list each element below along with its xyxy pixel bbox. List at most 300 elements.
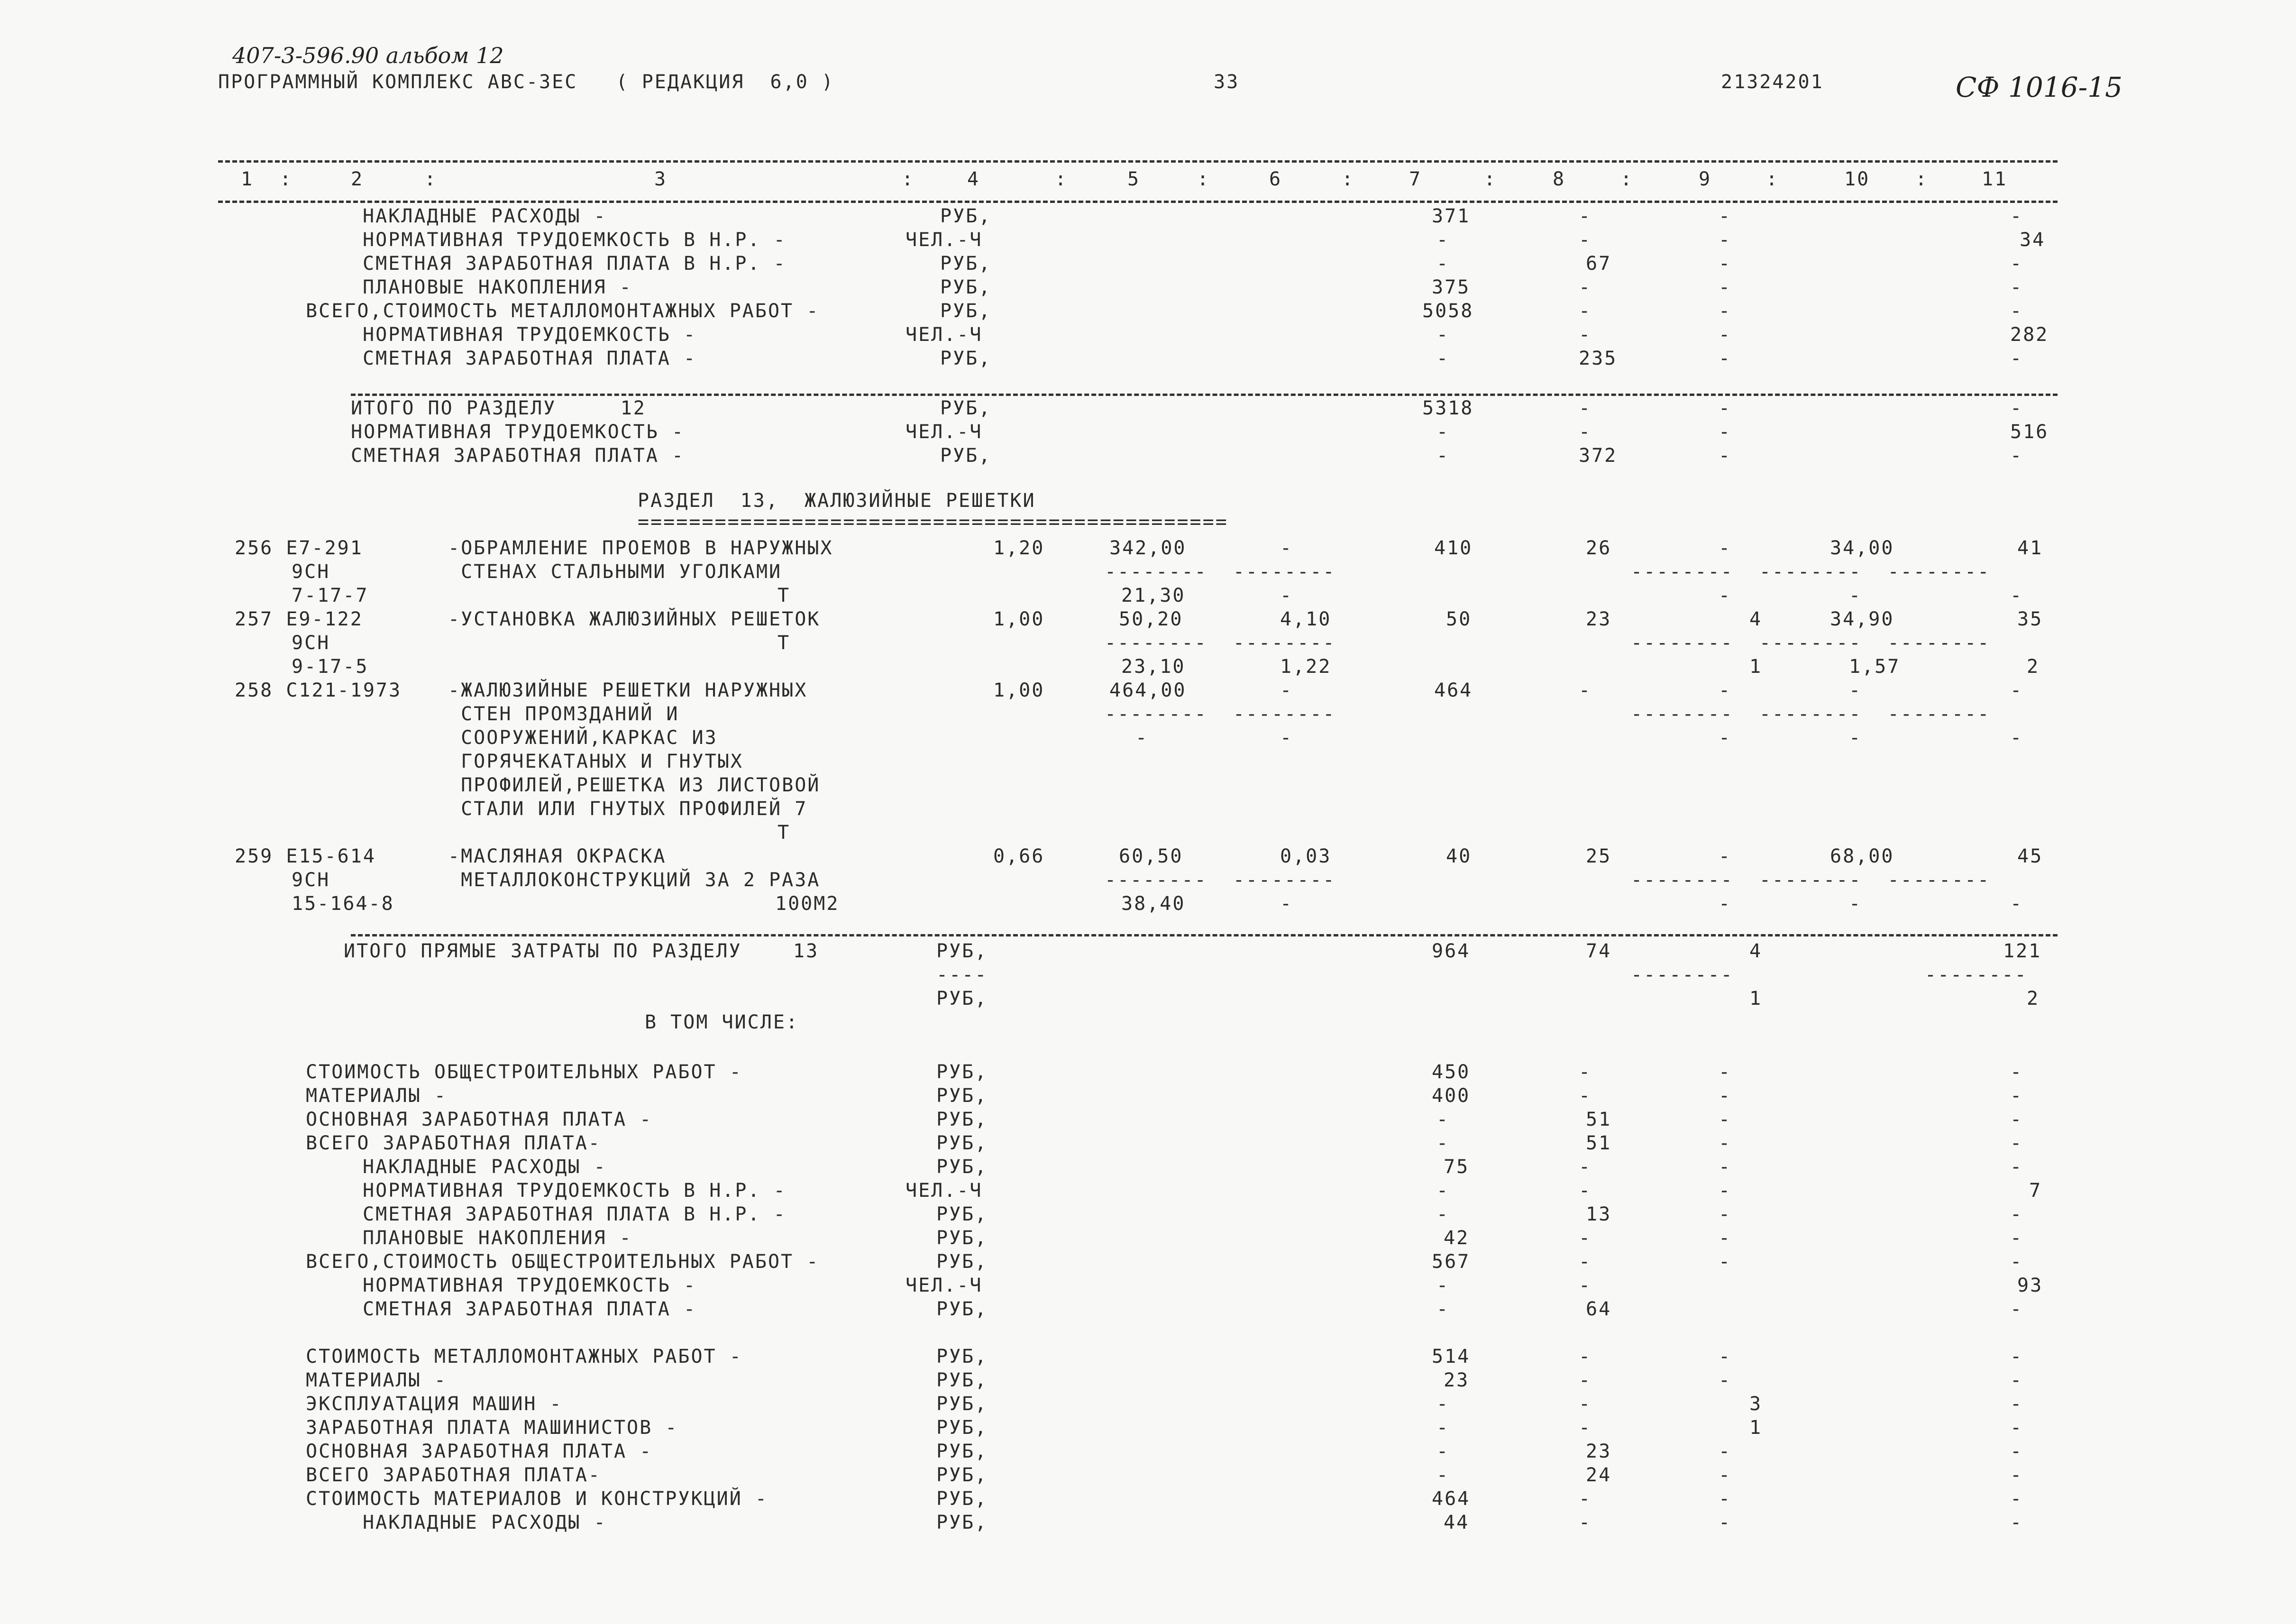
table-text: СТЕН ПРОМЗДАНИЙ И (448, 703, 679, 725)
table-text: 3 (1749, 1393, 1763, 1415)
table-text: 259 Е15-614 (235, 845, 376, 867)
table-text: - (1436, 1180, 1450, 1202)
table-text: - (1579, 1227, 1592, 1249)
table-text: СТОИМОСТЬ МАТЕРИАЛОВ И КОНСТРУКЦИЙ - (306, 1488, 768, 1510)
table-text: - (2010, 1417, 2023, 1439)
table-text: - (1719, 1132, 1732, 1154)
column-header-cell: 7 (1409, 168, 1422, 190)
table-text: - (1280, 727, 1293, 749)
table-text: 1,20 (993, 537, 1045, 559)
table-text: 567 (1432, 1251, 1471, 1273)
table-text: - (1719, 348, 1732, 369)
table-text: 15-164-8 (292, 893, 394, 915)
table-text: 51 (1586, 1109, 1612, 1130)
table-text: 256 Е7-291 (235, 537, 363, 559)
table-text: РУБ, (940, 445, 992, 467)
table-text: - (1579, 1512, 1592, 1533)
table-text: МЕТАЛЛОКОНСТРУКЦИЙ ЗА 2 РАЗА (448, 869, 821, 891)
column-header-cell: : (1484, 168, 1497, 190)
table-text: ЧЕЛ.-Ч (906, 229, 983, 251)
table-text: Т (778, 822, 791, 844)
table-text: РУБ, (936, 988, 988, 1009)
table-text: - (1280, 585, 1293, 606)
table-text: 464 (1434, 679, 1473, 701)
table-text: - (1719, 537, 1732, 559)
table-text: 23,10 (1121, 656, 1186, 678)
table-text: РУБ, (940, 205, 992, 227)
table-text: 41 (2017, 537, 2043, 559)
table-text: 410 (1434, 537, 1473, 559)
column-header-cell: : (424, 168, 438, 190)
table-text: СТОИМОСТЬ МЕТАЛЛОМОНТАЖНЫХ РАБОТ - (306, 1346, 742, 1367)
table-text: - (1719, 421, 1732, 443)
table-text: РУБ, (936, 940, 988, 962)
column-header-cell: 3 (654, 168, 668, 190)
table-text: - (1579, 1275, 1592, 1296)
table-text: - (1849, 679, 1862, 701)
column-header-cell: 5 (1127, 168, 1141, 190)
table-text: -------- -------- (1105, 561, 1336, 583)
column-header-cell: 10 (1844, 168, 1870, 190)
table-text: - (1280, 893, 1293, 915)
table-text: СМЕТНАЯ ЗАРАБОТНАЯ ПЛАТА В Н.Р. - (363, 1203, 787, 1225)
table-text: - (1719, 1227, 1732, 1249)
column-header-cell: : (902, 168, 915, 190)
table-text: - (1436, 1275, 1450, 1296)
table-text: 464,00 (1109, 679, 1187, 701)
table-text: - (1719, 1346, 1732, 1367)
table-text: 464 (1432, 1488, 1471, 1510)
table-text: НАКЛАДНЫЕ РАСХОДЫ - (363, 205, 607, 227)
table-text: 93 (2017, 1275, 2043, 1296)
table-text: НОРМАТИВНАЯ ТРУДОЕМКОСТЬ - (363, 1275, 697, 1296)
table-text: РУБ, (936, 1369, 988, 1391)
table-text: НАКЛАДНЫЕ РАСХОДЫ - (363, 1512, 607, 1533)
table-text: - (2010, 300, 2023, 322)
dashed-rule (351, 934, 2058, 936)
table-text: ПРОФИЛЕЙ,РЕШЕТКА ИЗ ЛИСТОВОЙ (448, 774, 821, 796)
table-text: - (1280, 537, 1293, 559)
table-text: НОРМАТИВНАЯ ТРУДОЕМКОСТЬ В Н.Р. - (363, 229, 787, 251)
table-text: - (1719, 1464, 1732, 1486)
table-text: 26 (1586, 537, 1612, 559)
table-text: 23 (1586, 1440, 1612, 1462)
table-text: - (2010, 1132, 2023, 1154)
table-text: - (1579, 1346, 1592, 1367)
page-number: 33 (1214, 71, 1240, 93)
table-text: - (1436, 1440, 1450, 1462)
table-text: 34,00 (1830, 537, 1894, 559)
table-text: РУБ, (936, 1440, 988, 1462)
column-header-cell: : (280, 168, 293, 190)
table-text: ВСЕГО ЗАРАБОТНАЯ ПЛАТА- (306, 1132, 601, 1154)
table-text: ЧЕЛ.-Ч (906, 1275, 983, 1296)
table-text: - (1579, 1061, 1592, 1083)
table-text: - (1719, 1512, 1732, 1533)
table-text: 1,22 (1280, 656, 1332, 678)
table-text: РУБ, (936, 1227, 988, 1249)
table-text: - (2010, 445, 2023, 467)
table-text: 1,00 (993, 679, 1045, 701)
table-text: 9СН (292, 869, 330, 891)
dashed-rule (351, 394, 2058, 396)
table-text: - (1579, 276, 1592, 298)
table-text: 257 Е9-122 (235, 608, 363, 630)
table-text: - (1849, 727, 1862, 749)
table-text: РУБ, (940, 348, 992, 369)
column-header-cell: 11 (1982, 168, 2008, 190)
table-text: - (1719, 893, 1732, 915)
table-text: ЧЕЛ.-Ч (906, 1180, 983, 1202)
table-text: -------- -------- -------- (1631, 703, 1991, 725)
table-text: 0,66 (993, 845, 1045, 867)
table-text: В ТОМ ЧИСЛЕ: (645, 1011, 799, 1033)
table-text: ЧЕЛ.-Ч (906, 324, 983, 346)
table-text: 0,03 (1280, 845, 1332, 867)
table-text: 964 (1432, 940, 1471, 962)
table-text: - (1436, 1464, 1450, 1486)
table-text: СМЕТНАЯ ЗАРАБОТНАЯ ПЛАТА - (363, 1298, 697, 1320)
column-header-cell: 2 (351, 168, 364, 190)
table-text: - (1579, 1369, 1592, 1391)
table-text: 44 (1444, 1512, 1470, 1533)
table-text: 67 (1586, 253, 1612, 275)
table-text: 1 (1749, 656, 1763, 678)
table-text: -------- -------- -------- (1631, 561, 1991, 583)
table-text: - (1719, 1085, 1732, 1107)
column-header-cell: 9 (1699, 168, 1712, 190)
table-text: - (1436, 253, 1450, 275)
table-text: - (1280, 679, 1293, 701)
table-text: 9-17-5 (292, 656, 369, 678)
table-text: - (1579, 1417, 1592, 1439)
table-text: ЧЕЛ.-Ч (906, 421, 983, 443)
table-text: СМЕТНАЯ ЗАРАБОТНАЯ ПЛАТА В Н.Р. - (363, 253, 787, 275)
table-text: - (1436, 421, 1450, 443)
table-text: - (2010, 205, 2023, 227)
table-text: - (1719, 1203, 1732, 1225)
table-text: 4 (1749, 940, 1763, 962)
table-text: 23 (1586, 608, 1612, 630)
table-text: - (1579, 1180, 1592, 1202)
table-text: РУБ, (936, 1109, 988, 1130)
column-header-cell: 6 (1269, 168, 1282, 190)
table-text: 5318 (1422, 397, 1474, 419)
table-text: РУБ, (936, 1298, 988, 1320)
table-text: 2 (2027, 988, 2040, 1009)
table-text: - (2010, 348, 2023, 369)
table-text: - (1436, 1203, 1450, 1225)
table-text: 4 (1749, 608, 1763, 630)
dashed-rule (218, 201, 2058, 203)
table-text: НОРМАТИВНАЯ ТРУДОЕМКОСТЬ В Н.Р. - (363, 1180, 787, 1202)
table-text: ОСНОВНАЯ ЗАРАБОТНАЯ ПЛАТА - (306, 1109, 653, 1130)
table-text: -------- -------- (1105, 703, 1336, 725)
table-text: РУБ, (936, 1488, 988, 1510)
table-text: ИТОГО ПРЯМЫЕ ЗАТРАТЫ ПО РАЗДЕЛУ 13 (344, 940, 819, 962)
table-text: РУБ, (936, 1512, 988, 1533)
table-text: 24 (1586, 1464, 1612, 1486)
table-text: - (1719, 324, 1732, 346)
table-text: 9СН (292, 561, 330, 583)
column-header-cell: : (1055, 168, 1068, 190)
table-text: РУБ, (940, 253, 992, 275)
table-text: - (1719, 1156, 1732, 1178)
table-text: - (1436, 229, 1450, 251)
table-text: - (1436, 324, 1450, 346)
column-header-cell: : (1766, 168, 1779, 190)
table-text: - (1719, 1440, 1732, 1462)
table-text: - (1579, 205, 1592, 227)
table-text: РУБ, (936, 1346, 988, 1367)
table-text: 23 (1444, 1369, 1470, 1391)
table-text: -------- (1631, 964, 1734, 986)
column-header-cell: : (1342, 168, 1355, 190)
table-text: РУБ, (936, 1393, 988, 1415)
table-text: 514 (1432, 1346, 1471, 1367)
table-text: - (1579, 1156, 1592, 1178)
table-text: - (2010, 1203, 2023, 1225)
table-text: Т (778, 632, 791, 654)
table-text: 40 (1446, 845, 1472, 867)
table-text: 1,00 (993, 608, 1045, 630)
table-text: - (2010, 1109, 2023, 1130)
table-text: 34,90 (1830, 608, 1894, 630)
table-text: РУБ, (940, 300, 992, 322)
column-header-cell: 4 (967, 168, 980, 190)
table-text: - (1719, 300, 1732, 322)
table-text: 21,30 (1121, 585, 1186, 606)
table-text: - (1719, 585, 1732, 606)
table-text: - (1719, 1488, 1732, 1510)
table-text: - (2010, 1393, 2023, 1415)
table-text: МАТЕРИАЛЫ - (306, 1369, 447, 1391)
table-text: 35 (2017, 608, 2043, 630)
table-text: ВСЕГО,СТОИМОСТЬ ОБЩЕСТРОИТЕЛЬНЫХ РАБОТ - (306, 1251, 820, 1273)
table-text: РУБ, (940, 276, 992, 298)
document-number: 21324201 (1721, 71, 1824, 93)
table-text: 25 (1586, 845, 1612, 867)
table-text: - (1719, 1369, 1732, 1391)
table-text: - (2010, 1156, 2023, 1178)
table-text: СТЕНАХ СТАЛЬНЫМИ УГОЛКАМИ (448, 561, 782, 583)
table-text: - (1719, 445, 1732, 467)
table-text: РУБ, (936, 1251, 988, 1273)
column-header-cell: : (1915, 168, 1929, 190)
table-text: - (1719, 229, 1732, 251)
table-text: - (2010, 679, 2023, 701)
table-text: - (1436, 1132, 1450, 1154)
table-text: РУБ, (936, 1417, 988, 1439)
table-text: 38,40 (1121, 893, 1186, 915)
table-text: НОРМАТИВНАЯ ТРУДОЕМКОСТЬ - (363, 324, 697, 346)
table-text: - (2010, 1251, 2023, 1273)
table-text: - (1719, 253, 1732, 275)
table-text: - (1436, 1298, 1450, 1320)
table-text: - (2010, 1298, 2023, 1320)
table-text: 1 (1749, 1417, 1763, 1439)
table-text: 400 (1432, 1085, 1471, 1107)
column-header-cell: 1 (241, 168, 254, 190)
table-text: 516 (2010, 421, 2049, 443)
table-text: - (1719, 1180, 1732, 1202)
table-text: РАЗДЕЛ 13, ЖАЛЮЗИЙНЫЕ РЕШЕТКИ (638, 490, 1036, 512)
column-header-cell: 8 (1553, 168, 1566, 190)
table-text: -------- -------- (1105, 869, 1336, 891)
table-text: - (2010, 1512, 2023, 1533)
table-text: 371 (1432, 205, 1471, 227)
table-text: 7-17-7 (292, 585, 369, 606)
table-text: - (1579, 324, 1592, 346)
table-text: 2 (2027, 656, 2040, 678)
table-text: - (1436, 1417, 1450, 1439)
table-text: -ЖАЛЮЗИЙНЫЕ РЕШЕТКИ НАРУЖНЫХ (448, 679, 808, 701)
table-text: - (1436, 445, 1450, 467)
column-header-cell: : (1197, 168, 1210, 190)
table-text: 375 (1432, 276, 1471, 298)
program-title: ПРОГРАММНЫЙ КОМПЛЕКС АВС-3ЕС ( РЕДАКЦИЯ 6,0 ) (218, 71, 834, 93)
table-text: 74 (1586, 940, 1612, 962)
table-text: 64 (1586, 1298, 1612, 1320)
table-text: - (2010, 1061, 2023, 1083)
table-text: 42 (1444, 1227, 1470, 1249)
table-text: -------- -------- -------- (1631, 869, 1991, 891)
column-header-cell: : (1620, 168, 1634, 190)
table-text: ЗАРАБОТНАЯ ПЛАТА МАШИНИСТОВ - (306, 1417, 678, 1439)
table-text: - (1579, 1393, 1592, 1415)
table-text: ---- (936, 964, 988, 986)
table-text: - (2010, 1085, 2023, 1107)
table-text: - (1436, 348, 1450, 369)
table-text: 45 (2017, 845, 2043, 867)
table-text: РУБ, (936, 1156, 988, 1178)
table-text: СООРУЖЕНИЙ,КАРКАС ИЗ (448, 727, 718, 749)
table-text: РУБ, (936, 1203, 988, 1225)
table-text: ВСЕГО,СТОИМОСТЬ МЕТАЛЛОМОНТАЖНЫХ РАБОТ - (306, 300, 820, 322)
table-text: - (2010, 1346, 2023, 1367)
table-text: - (2010, 585, 2023, 606)
table-text: - (1719, 1109, 1732, 1130)
table-text: СТОИМОСТЬ ОБЩЕСТРОИТЕЛЬНЫХ РАБОТ - (306, 1061, 742, 1083)
table-text: - (1579, 421, 1592, 443)
table-text: - (1719, 205, 1732, 227)
table-text: 5058 (1422, 300, 1474, 322)
table-text: ============================================== (638, 511, 1228, 533)
table-text: - (1579, 679, 1592, 701)
table-text: РУБ, (936, 1464, 988, 1486)
table-text: -ОБРАМЛЕНИЕ ПРОЕМОВ В НАРУЖНЫХ (448, 537, 833, 559)
table-text: -------- -------- (1105, 632, 1336, 654)
table-text: - (1849, 893, 1862, 915)
table-text: СТАЛИ ИЛИ ГНУТЫХ ПРОФИЛЕЙ 7 (448, 798, 808, 820)
table-text: 235 (1579, 348, 1618, 369)
table-text: - (2010, 1227, 2023, 1249)
table-text: - (1579, 300, 1592, 322)
table-text: 13 (1586, 1203, 1612, 1225)
table-text: - (2010, 893, 2023, 915)
table-text: - (1579, 1085, 1592, 1107)
table-text: - (1719, 845, 1732, 867)
table-text: - (1436, 1109, 1450, 1130)
table-text: - (2010, 276, 2023, 298)
table-text: 50 (1446, 608, 1472, 630)
table-text: - (1579, 397, 1592, 419)
table-text: - (2010, 1369, 2023, 1391)
table-text: 372 (1579, 445, 1618, 467)
table-text: 1,57 (1849, 656, 1901, 678)
table-text: 34 (2020, 229, 2046, 251)
table-text: - (2010, 253, 2023, 275)
table-text: 282 (2010, 324, 2049, 346)
table-text: - (2010, 1464, 2023, 1486)
table-text: -------- (1925, 964, 2028, 986)
table-text: 1 (1749, 988, 1763, 1009)
table-text: МАТЕРИАЛЫ - (306, 1085, 447, 1107)
table-text: РУБ, (936, 1085, 988, 1107)
table-text: - (2010, 397, 2023, 419)
table-text: ГОРЯЧЕКАТАНЫХ И ГНУТЫХ (448, 751, 743, 772)
table-text: -МАСЛЯНАЯ ОКРАСКА (448, 845, 667, 867)
table-text: РУБ, (940, 397, 992, 419)
dashed-rule (218, 160, 2058, 163)
table-text: 450 (1432, 1061, 1471, 1083)
table-text: 4,10 (1280, 608, 1332, 630)
table-text: 51 (1586, 1132, 1612, 1154)
table-text: ВСЕГО ЗАРАБОТНАЯ ПЛАТА- (306, 1464, 601, 1486)
table-text: - (1579, 1251, 1592, 1273)
table-text: - (1719, 1061, 1732, 1083)
table-text: 7 (2029, 1180, 2042, 1202)
table-text: -УСТАНОВКА ЖАЛЮЗИЙНЫХ РЕШЕТОК (448, 608, 821, 630)
table-text: - (1579, 1488, 1592, 1510)
table-text: -------- -------- -------- (1631, 632, 1991, 654)
table-text: - (2010, 1488, 2023, 1510)
handwritten-album-note: 407-3-596.90 альбом 12 (232, 43, 504, 68)
table-text: - (1719, 727, 1732, 749)
table-text: 50,20 (1119, 608, 1183, 630)
table-text: - (1436, 1393, 1450, 1415)
table-text: - (2010, 727, 2023, 749)
table-text: ИТОГО ПО РАЗДЕЛУ 12 (351, 397, 646, 419)
table-text: - (1135, 727, 1149, 749)
table-text: - (1719, 397, 1732, 419)
table-text: 342,00 (1109, 537, 1187, 559)
table-text: - (2010, 1440, 2023, 1462)
table-text: - (1719, 1251, 1732, 1273)
table-text: 60,50 (1119, 845, 1183, 867)
table-text: 121 (2003, 940, 2042, 962)
table-text: РУБ, (936, 1061, 988, 1083)
table-text: ПЛАНОВЫЕ НАКОПЛЕНИЯ - (363, 1227, 632, 1249)
table-text: ПЛАНОВЫЕ НАКОПЛЕНИЯ - (363, 276, 632, 298)
table-text: - (1719, 679, 1732, 701)
table-text: 258 С121-1973 (235, 679, 402, 701)
table-text: Т (778, 585, 791, 606)
table-text: 75 (1444, 1156, 1470, 1178)
table-text: СМЕТНАЯ ЗАРАБОТНАЯ ПЛАТА - (363, 348, 697, 369)
table-text: 100М2 (775, 893, 840, 915)
table-text: - (1579, 229, 1592, 251)
table-text: НОРМАТИВНАЯ ТРУДОЕМКОСТЬ - (351, 421, 685, 443)
table-text: - (1719, 276, 1732, 298)
table-text: ОСНОВНАЯ ЗАРАБОТНАЯ ПЛАТА - (306, 1440, 653, 1462)
table-text: - (1849, 585, 1862, 606)
table-text: ЭКСПЛУАТАЦИЯ МАШИН - (306, 1393, 563, 1415)
table-text: РУБ, (936, 1132, 988, 1154)
handwritten-code: СФ 1016-15 (1956, 71, 2122, 103)
table-text: НАКЛАДНЫЕ РАСХОДЫ - (363, 1156, 607, 1178)
table-text: 68,00 (1830, 845, 1894, 867)
